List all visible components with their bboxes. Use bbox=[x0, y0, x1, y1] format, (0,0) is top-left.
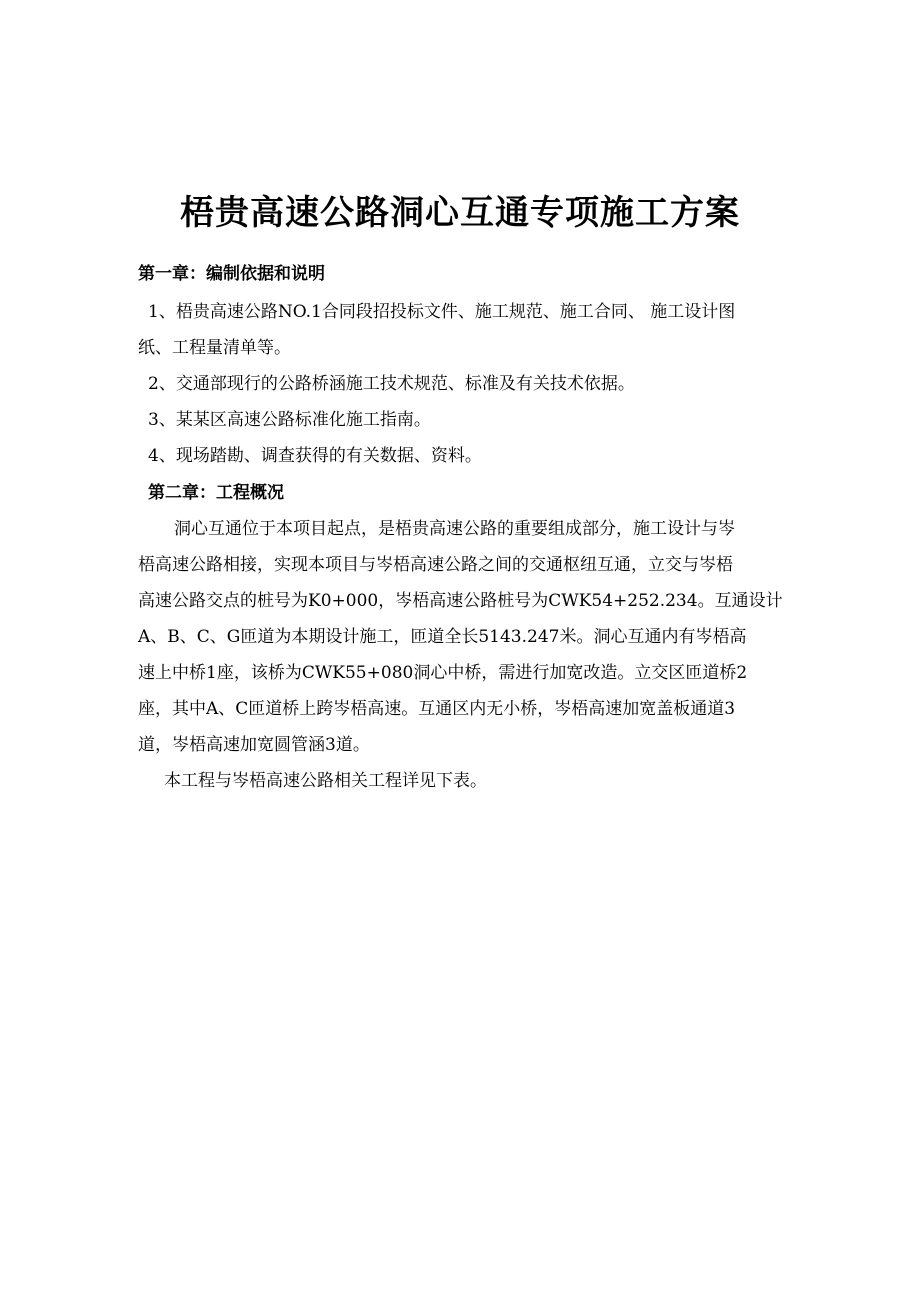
chapter-2-paragraph-1-line-1: 洞心互通位于本项目起点，是梧贵高速公路的重要组成部分，施工设计与岑 bbox=[174, 519, 735, 539]
chapter-2-paragraph-1-line-6: 座，其中A、C匝道桥上跨岑梧高速。互通区内无小桥，岑梧高速加宽盖板通道3 bbox=[138, 699, 736, 719]
chapter-1-item-4: 4、现场踏勘、调查获得的有关数据、资料。 bbox=[148, 446, 482, 466]
chapter-2-paragraph-1-line-2: 梧高速公路相接，实现本项目与岑梧高速公路之间的交通枢纽互通，立交与岑梧 bbox=[138, 555, 733, 575]
document-title: 梧贵高速公路洞心互通专项施工方案 bbox=[180, 193, 740, 233]
chapter-2-paragraph-2: 本工程与岑梧高速公路相关工程详见下表。 bbox=[164, 771, 487, 791]
chapter-2-paragraph-1-line-4: A、B、C、G匝道为本期设计施工，匝道全长5143.247米。洞心互通内有岑梧高 bbox=[138, 627, 747, 647]
chapter-1-heading: 第一章：编制依据和说明 bbox=[138, 264, 325, 284]
chapter-2-heading: 第二章：工程概况 bbox=[148, 483, 284, 503]
chapter-2-paragraph-1-line-3: 高速公路交点的桩号为K0+000，岑梧高速公路桩号为CWK54+252.234。互通设计 bbox=[138, 591, 783, 611]
chapter-1-item-3: 3、某某区高速公路标准化施工指南。 bbox=[148, 410, 431, 430]
chapter-2-paragraph-1-line-5: 速上中桥1座，该桥为CWK55+080洞心中桥，需进行加宽改造。立交区匝道桥2 bbox=[138, 663, 748, 683]
chapter-1-item-1-line-1: 1、梧贵高速公路NO.1合同段招投标文件、施工规范、施工合同、 施工设计图 bbox=[148, 302, 736, 322]
chapter-2-paragraph-1-line-7: 道，岑梧高速加宽圆管涵3道。 bbox=[138, 735, 370, 755]
chapter-1-item-2: 2、交通部现行的公路桥涵施工技术规范、标准及有关技术依据。 bbox=[148, 374, 635, 394]
chapter-1-item-1-line-2: 纸、工程量清单等。 bbox=[138, 338, 291, 358]
